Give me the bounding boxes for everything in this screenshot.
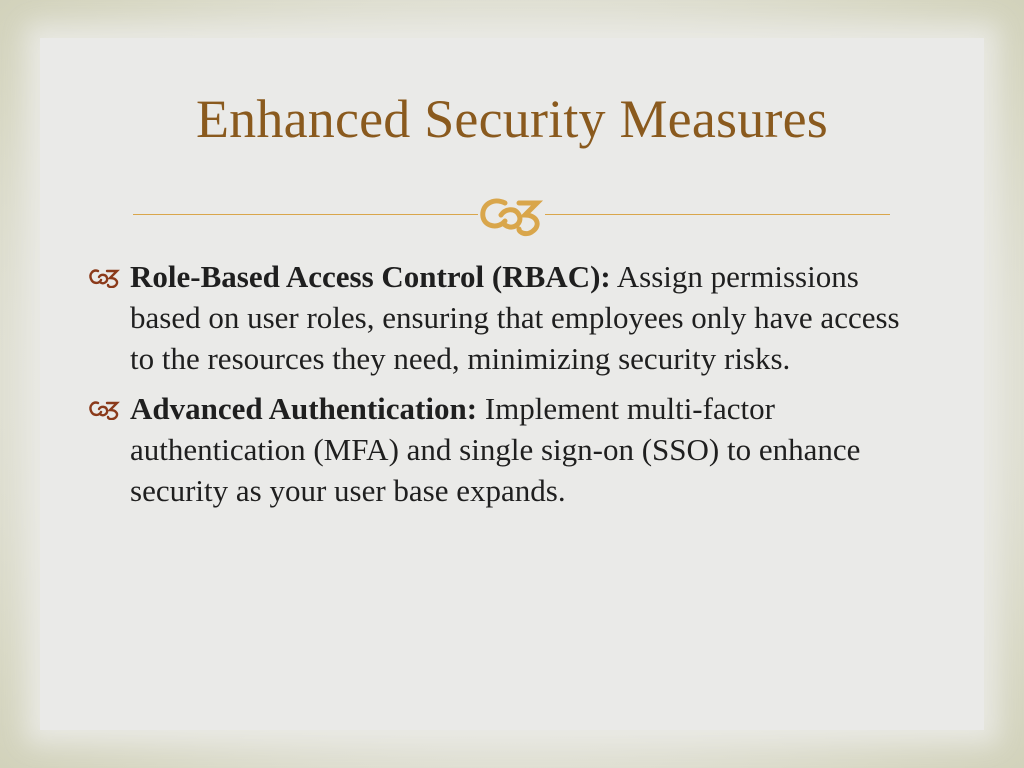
bullet-list (88, 256, 918, 520)
fleuron-ornament-icon (475, 193, 549, 237)
bullet-text: Implement multi-factor authentication (MFA) and single sign-on (SSO) to enhance security as your user base expands. (130, 391, 861, 508)
divider-line-right (545, 214, 890, 215)
divider-line-left (133, 214, 478, 215)
fleuron-bullet-icon (88, 266, 124, 288)
bullet-text: Assign permissions based on user roles, ensuring that employees only have access to the resources they need, minimizing security risks. (130, 259, 900, 376)
list-item (88, 388, 918, 511)
bullet-lead: Role-Based Access Control (RBAC): (130, 259, 611, 294)
title-divider (133, 193, 890, 233)
list-item (88, 256, 918, 379)
fleuron-bullet-icon (88, 398, 124, 420)
bullet-lead: Advanced Authentication: (130, 391, 478, 426)
slide-title: Enhanced Security Measures (196, 89, 828, 149)
